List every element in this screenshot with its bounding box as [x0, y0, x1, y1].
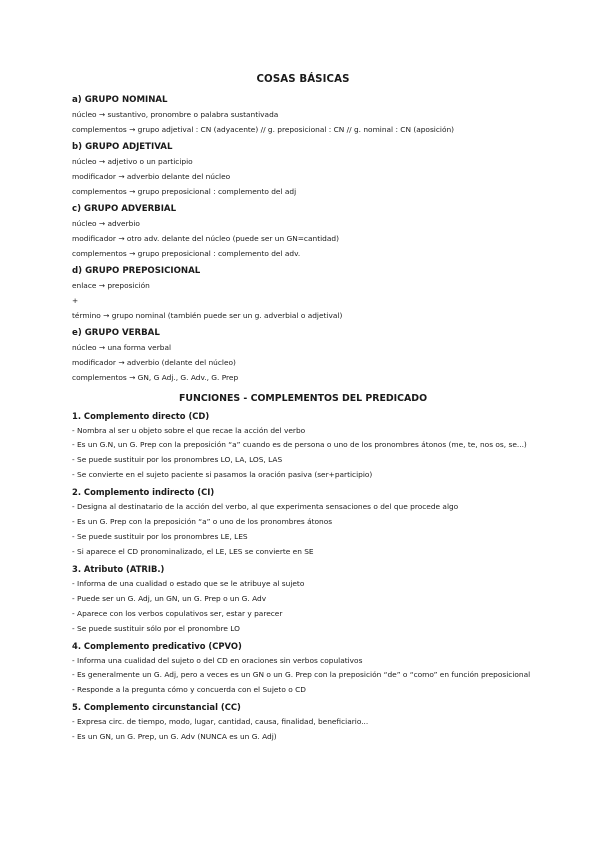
text-line: modificador → otro adv. delante del núcleo (puede ser un GN=cantidad) — [72, 234, 339, 243]
section-heading: 4. Complemento predicativo (CPVO) — [72, 641, 242, 651]
section-heading: d) GRUPO PREPOSICIONAL — [72, 266, 201, 276]
text-line: complementos → grupo preposicional : complemento del adj — [72, 187, 297, 196]
text-line: - Es un GN, un G. Prep, un G. Adv (NUNCA es un G. Adj) — [72, 732, 277, 741]
text-line: - Se puede sustituir sólo por el pronombre LO — [72, 624, 240, 633]
section-heading: 3. Atributo (ATRIB.) — [72, 564, 165, 574]
section-heading: a) GRUPO NOMINAL — [72, 95, 168, 105]
text-line: núcleo → adverbio — [72, 219, 140, 228]
group-verbal — [72, 327, 534, 385]
text-line: núcleo → una forma verbal — [72, 343, 172, 352]
text-line: - Se puede sustituir por los pronombres LE, LES — [72, 532, 248, 541]
group-adjetival — [72, 141, 534, 199]
function-cd — [72, 410, 534, 482]
group-adverbial — [72, 203, 534, 261]
text-line: - Nombra al ser u objeto sobre el que recae la acción del verbo — [72, 426, 306, 435]
text-line: enlace → preposición — [72, 281, 150, 290]
text-line: - Informa una cualidad del sujeto o del CD en oraciones sin verbos copulativos — [72, 656, 363, 665]
text-line: núcleo → sustantivo, pronombre o palabra sustantivada — [72, 110, 279, 119]
text-line: - Informa de una cualidad o estado que se le atribuye al sujeto — [72, 579, 305, 588]
text-line: - Si aparece el CD pronominalizado, el LE, LES se convierte en SE — [72, 547, 314, 556]
functions-title: FUNCIONES - COMPLEMENTOS DEL PREDICADO — [178, 393, 428, 404]
function-ci — [72, 486, 534, 559]
text-line: - Se convierte en el sujeto paciente si pasamos la oración pasiva (ser+participio) — [72, 470, 373, 479]
page-title: COSAS BÁSICAS — [256, 74, 350, 85]
text-line: - Designa al destinatario de la acción del verbo, al que experimenta sensaciones o del que procede algo — [72, 502, 459, 511]
text-line: + — [72, 296, 79, 305]
group-nominal — [72, 94, 534, 137]
function-cc — [72, 701, 534, 744]
text-line: complementos → grupo adjetival : CN (adyacente) // g. preposicional : CN // g. nominal : CN (aposición) — [72, 125, 455, 134]
section-heading: 5. Complemento circunstancial (CC) — [72, 702, 241, 712]
section-heading: e) GRUPO VERBAL — [72, 328, 160, 338]
text-line: - Responde a la pregunta cómo y concuerda con el Sujeto o CD — [72, 685, 306, 694]
text-line: modificador → adverbio delante del núcleo — [72, 172, 231, 181]
function-cpvo — [72, 640, 534, 697]
text-line: - Puede ser un G. Adj, un GN, un G. Prep o un G. Adv — [72, 594, 267, 603]
text-line: modificador → adverbio (delante del núcleo) — [72, 358, 236, 367]
text-line: - Se puede sustituir por los pronombres LO, LA, LOS, LAS — [72, 455, 283, 464]
section-heading: 1. Complemento directo (CD) — [72, 411, 210, 421]
section-heading: c) GRUPO ADVERBIAL — [72, 204, 177, 214]
text-line: - Aparece con los verbos copulativos ser, estar y parecer — [72, 609, 283, 618]
text-line: - Es generalmente un G. Adj, pero a veces es un GN o un G. Prep con la preposición “de” o “como” en función preposicional — [72, 670, 531, 679]
text-line: - Es un G.N, un G. Prep con la preposición “a” cuando es de persona o uno de los pronombres átonos (me, te, nos os, se...) — [72, 440, 527, 449]
text-line: término → grupo nominal (también puede ser un g. adverbial o adjetival) — [72, 311, 343, 320]
text-line: complementos → grupo preposicional : complemento del adv. — [72, 249, 301, 258]
group-preposicional — [72, 265, 534, 323]
document-content — [72, 72, 534, 744]
section-heading: b) GRUPO ADJETIVAL — [72, 142, 173, 152]
text-line: complementos → GN, G Adj., G. Adv., G. Prep — [72, 373, 239, 382]
function-atrib — [72, 563, 534, 636]
text-line: - Expresa circ. de tiempo, modo, lugar, cantidad, causa, finalidad, beneficiario... — [72, 717, 369, 726]
text-line: - Es un G. Prep con la preposición “a” o uno de los pronombres átonos — [72, 517, 333, 526]
text-line: núcleo → adjetivo o un participio — [72, 157, 193, 166]
section-heading: 2. Complemento indirecto (CI) — [72, 487, 215, 497]
